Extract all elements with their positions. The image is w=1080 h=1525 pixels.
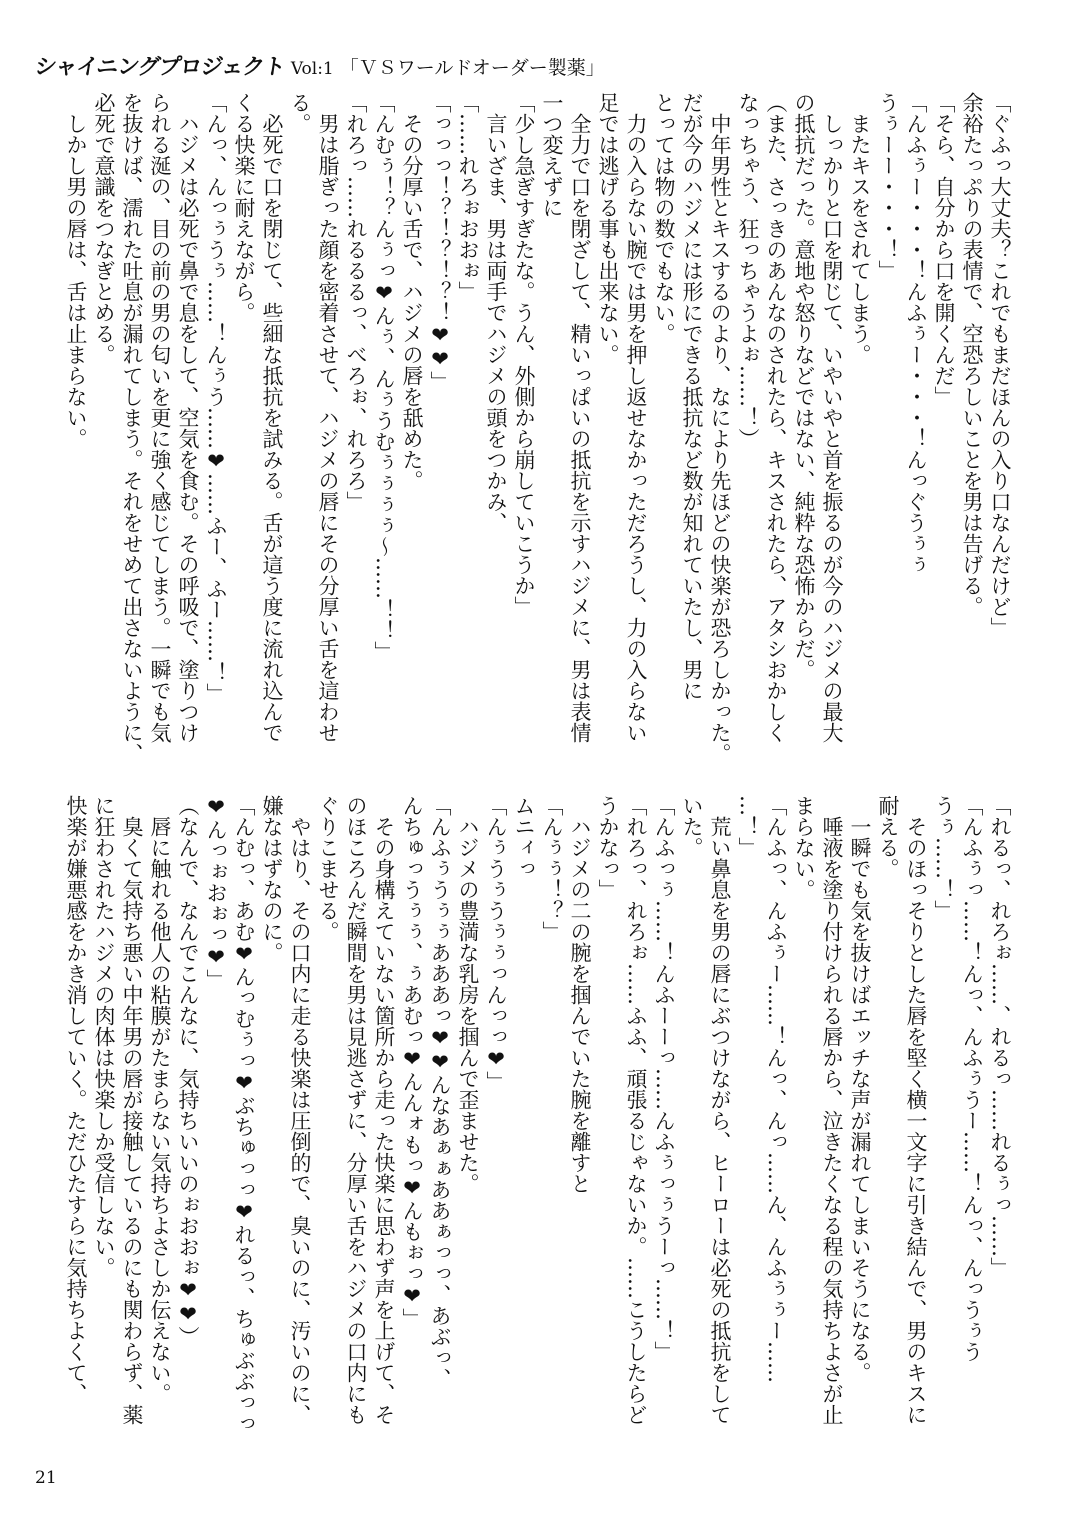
text-column: 快楽が嫌悪感をかき消していく。ただひたすらに気持ちよくて、 bbox=[64, 795, 88, 1404]
text-column: その身構えていない箇所から走った快楽に思わず声を上げて、そ bbox=[372, 795, 396, 1425]
running-header bbox=[32, 50, 605, 81]
text-column: 力の入らない腕では男を押し返せなかっただろうし、力の入らない bbox=[624, 92, 648, 743]
text-column: まらない。 bbox=[792, 795, 816, 900]
text-column: そのほっそりとした唇を堅く横一文字に引き結んで、男のキスに bbox=[904, 795, 928, 1425]
text-column: 「ぐふっ大丈夫？これでもまだほんの入り口なんだけど」 bbox=[988, 92, 1012, 638]
page-number: 21 bbox=[35, 1468, 57, 1488]
text-column: のほころんだ瞬間を男は見逃さずに、分厚い舌をハジメの口内にも bbox=[344, 795, 368, 1425]
text-column: 男は脂ぎった顔を密着させて、ハジメの唇にその分厚い舌を這わせ bbox=[316, 92, 340, 743]
text-column: 「れろっ、れろぉ……ふふ、頑張るじゃないか。……こうしたらど bbox=[624, 795, 648, 1425]
text-column: 「んぅうぅうぅぅっんっっ❤」 bbox=[484, 795, 508, 1092]
text-column: 「んふっ、んふぅー……！んっ、んっ……ん、んふぅぅー…… bbox=[764, 795, 788, 1383]
upper-text-block bbox=[62, 92, 1014, 787]
text-column: を抜けば、濡れた吐息が漏れてしまう。それをせめて出さないように、 bbox=[120, 92, 144, 764]
text-column: られる涎の、目の前の男の匂いを更に強く感じてしまう。一瞬でも気 bbox=[148, 92, 172, 743]
text-column: 「れろっ……れるるるっ、べろぉ、れろろ」 bbox=[344, 92, 368, 512]
text-column: （また、さっきのあんなのされたら、キスされたら、アタシおかしく bbox=[764, 92, 788, 743]
text-column: とっては物の数でもない。 bbox=[652, 92, 676, 344]
text-column: 耐える。 bbox=[876, 795, 900, 879]
text-column: ハジメの豊満な乳房を掴んで歪ませた。 bbox=[456, 795, 480, 1194]
text-column: …！」 bbox=[736, 795, 760, 858]
text-column: 「んふぅー・・・！んふぅー・・・！んっぐうぅぅ bbox=[904, 92, 928, 575]
text-column: ムニィっ bbox=[512, 795, 536, 879]
text-column: 嫌なはずなのに。 bbox=[260, 795, 284, 963]
text-column: 必死で口を閉じて、些細な抵抗を試みる。舌が這う度に流れ込んで bbox=[260, 92, 284, 743]
text-column: 一瞬でも気を抜けばエッチな声が漏れてしまいそうになる。 bbox=[848, 795, 872, 1383]
text-column: やはり、その口内に走る快楽は圧倒的で、臭いのに、汚いのに、 bbox=[288, 795, 312, 1425]
text-column: 「れるっ、れろぉ……、れるっ……れるぅっ……」 bbox=[988, 795, 1012, 1278]
text-column: 「っっっ！？！？！？！❤❤」 bbox=[428, 92, 452, 392]
text-column: だが今のハジメには形にできる抵抗など数が知れていたし、男に bbox=[680, 92, 704, 701]
text-column: なっちゃう、狂っちゃうよぉ……！） bbox=[736, 92, 760, 449]
text-column: 「んむぅ！？んぅっ❤んぅ、んぅうむぅぅぅぅ～……！！」 bbox=[372, 92, 396, 662]
text-column: しかし男の唇は、舌は止まらない。 bbox=[64, 92, 88, 449]
text-column: くる快楽に耐えながら。 bbox=[232, 92, 256, 323]
text-column: しっかりと口を閉じて、いやいやと首を振るのが今のハジメの最大 bbox=[820, 92, 844, 743]
text-column: 全力で口を閉ざして、精いっぱいの抵抗を示すハジメに、男は表情 bbox=[568, 92, 592, 743]
text-column: 「……れろぉおおぉ」 bbox=[456, 92, 480, 302]
text-column: 「そら、自分から口を開くんだ」 bbox=[932, 92, 956, 407]
series-logo: シャイニングプロジェクト bbox=[32, 55, 287, 80]
text-column: 一つ変えずに bbox=[540, 92, 564, 218]
text-column: 臭くて気持ち悪い中年男の唇が接触しているのにも関わらず、薬 bbox=[120, 795, 144, 1425]
text-column: の抵抗だった。意地や怒りなどではない、純粋な恐怖からだ。 bbox=[792, 92, 816, 680]
text-column: 足では逃げる事も出来ない。 bbox=[596, 92, 620, 365]
text-column: いた。 bbox=[680, 795, 704, 858]
text-column: 唇に触れる他人の粘膜がたまらない気持ちよさしか伝えない。 bbox=[148, 795, 172, 1404]
text-column: 「んふぅうぅぅあああっ❤❤んなあぁぁああぁっっ、あぶっ、 bbox=[428, 795, 452, 1389]
text-column: 「んぅぅ！？」 bbox=[540, 795, 564, 942]
text-column: 言いざま、男は両手でハジメの頭をつかみ、 bbox=[484, 92, 508, 533]
text-column: ❤んっぉおぉっ❤」 bbox=[204, 795, 228, 990]
volume-label: Vol:1 bbox=[290, 59, 334, 79]
text-column: に狂わされたハジメの肉体は快楽しか受信しない。 bbox=[92, 795, 116, 1278]
text-column: その分厚い舌で、ハジメの唇を舐めた。 bbox=[400, 92, 424, 491]
text-column: 荒い鼻息を男の唇にぶつけながら、ヒーローは必死の抵抗をして bbox=[708, 795, 732, 1425]
text-column: うかなっ」 bbox=[596, 795, 620, 900]
text-column: またキスをされてしまう。 bbox=[848, 92, 872, 365]
text-column: ハジメの二の腕を掴んでいた腕を離すと bbox=[568, 795, 592, 1194]
lower-text-block bbox=[62, 795, 1014, 1467]
text-column: 唾液を塗り付けられる唇から、泣きたくなる程の気持ちよさが止 bbox=[820, 795, 844, 1425]
text-column: る。 bbox=[288, 92, 312, 134]
text-column: 「少し急ぎすぎたな。うん、外側から崩していこうか」 bbox=[512, 92, 536, 617]
text-column: 「んふっぅ……！んふーーっ……んふぅっぅうーっ……！」 bbox=[652, 795, 676, 1362]
text-column: うぅ……！」 bbox=[932, 795, 956, 921]
text-column: 「んっ、んっぅうぅ……！んぅう……❤……ふー、ふー……！」 bbox=[204, 92, 228, 704]
text-column: 「んふぅっ……！んっ、んふぅうー……！んっ、んっうぅう bbox=[960, 795, 984, 1362]
chapter-subtitle: 「ＶＳワールドオーダー製薬」 bbox=[339, 57, 605, 79]
text-column: ハジメは必死で鼻で息をして、空気を食む。その呼吸で、塗りつけ bbox=[176, 92, 200, 743]
text-column: （なんで、なんでこんなに、気持ちいいのぉおおぉ❤❤） bbox=[176, 795, 200, 1347]
text-column: うぅーー・・・！」 bbox=[876, 92, 900, 281]
text-column: ぐりこませる。 bbox=[316, 795, 340, 942]
text-column: んちゅっうぅぅ、ぅあむっ❤んんォもっ❤んもぉっ❤」 bbox=[400, 795, 424, 1329]
text-column: 必死で意識をつなぎとめる。 bbox=[92, 92, 116, 365]
text-column: 余裕たっぷりの表情で、空恐ろしいことを男は告げる。 bbox=[960, 92, 984, 617]
text-column: 「んむっ、あむ❤んっむぅっ❤ぶちゅっっ❤れるっ、ちゅぶぶっっ bbox=[232, 795, 256, 1434]
text-column: 中年男性とキスするのより、なにより先ほどの快楽が恐ろしかった。 bbox=[708, 92, 732, 764]
